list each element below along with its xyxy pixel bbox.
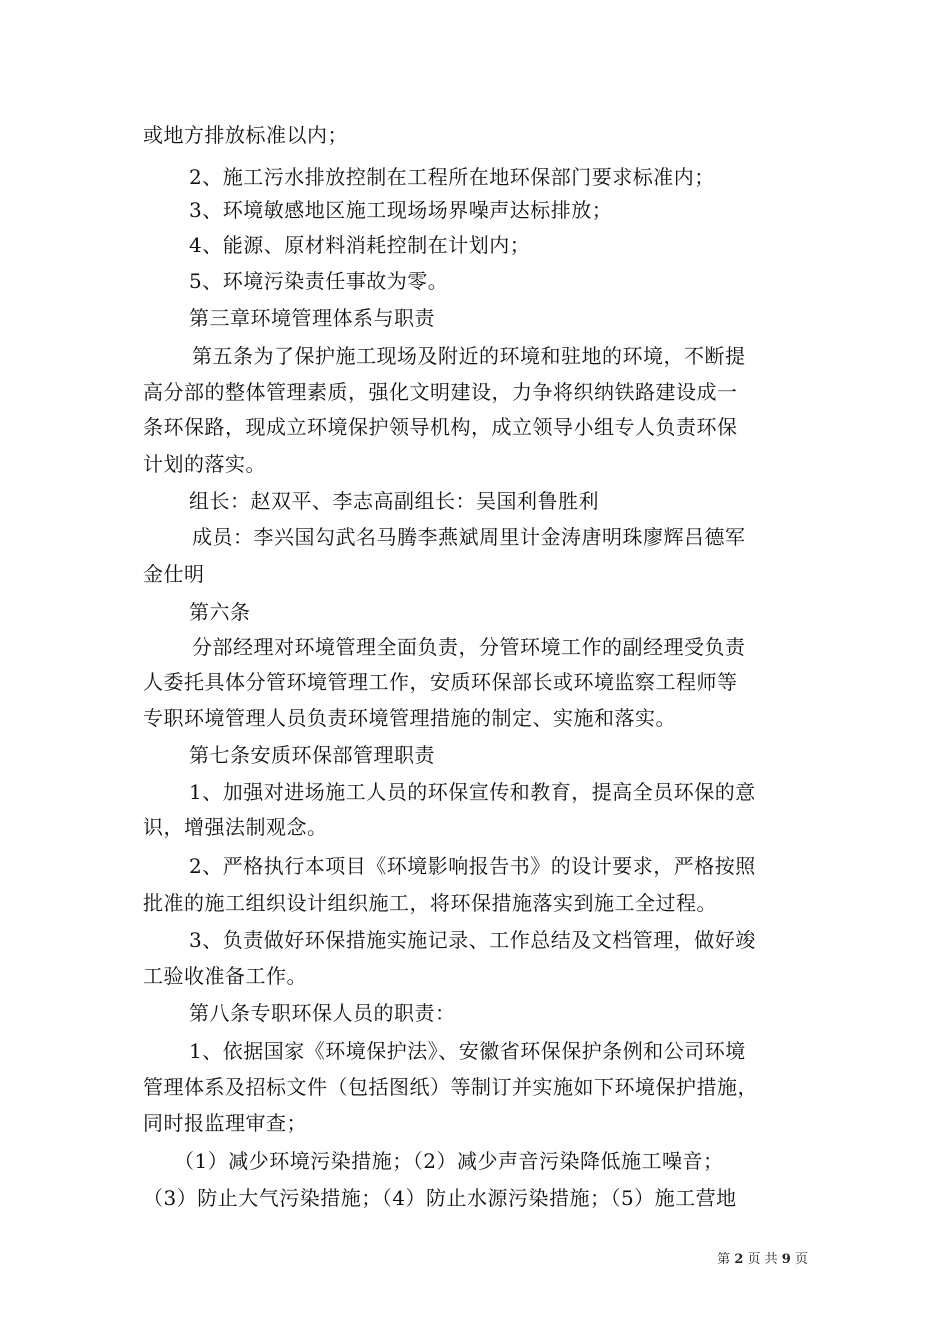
text-line: 高分部的整体管理素质，强化文明建设，力争将织纳铁路建设成一 [143, 380, 738, 404]
page-footer [0, 1251, 808, 1269]
text-line: 1、依据国家《环境保护法》、安徽省环保保护条例和公司环境 [189, 1039, 746, 1063]
article-heading: 第七条安质环保部管理职责 [189, 743, 435, 767]
chapter-heading: 第三章环境管理体系与职责 [189, 306, 435, 330]
text-line: 3、环境敏感地区施工现场场界噪声达标排放； [189, 198, 613, 222]
text-line: 金仕明 [143, 562, 205, 586]
text-line: 专职环境管理人员负责环境管理措施的制定、实施和落实。 [143, 706, 676, 730]
article-heading: 第六条 [189, 600, 251, 624]
text-line: 成员：李兴国勾武名马腾李燕斌周里计金涛唐明珠廖辉吕德军 [192, 525, 746, 549]
text-line: 或地方排放标准以内； [143, 123, 348, 147]
text-line: 分部经理对环境管理全面负责，分管环境工作的副经理受负责 [192, 635, 746, 659]
text-line: 识，增强法制观念。 [143, 815, 328, 839]
text-line: （1）减少环境污染措施；（2）减少声音污染降低施工噪音； [174, 1149, 724, 1173]
text-line: 计划的落实。 [143, 452, 266, 476]
text-line: 1、加强对进场施工人员的环保宣传和教育，提高全员环保的意 [189, 780, 756, 804]
text-line: 人委托具体分管环境管理工作，安质环保部长或环境监察工程师等 [143, 670, 738, 694]
text-line: 组长：赵双平、李志高副组长：吴国利鲁胜利 [189, 489, 599, 513]
footer-middle: 页 共 [747, 1252, 778, 1267]
current-page-number: 2 [734, 1252, 744, 1267]
text-line: 管理体系及招标文件（包括图纸）等制订并实施如下环境保护措施， [143, 1075, 758, 1099]
article-heading: 第八条专职环保人员的职责： [189, 1001, 456, 1025]
total-page-number: 9 [781, 1252, 791, 1267]
text-line: 第五条为了保护施工现场及附近的环境和驻地的环境，不断提 [192, 344, 746, 368]
text-line: 同时报监理审查； [143, 1111, 307, 1135]
text-line: 2、严格执行本项目《环境影响报告书》的设计要求，严格按照 [189, 854, 756, 878]
text-line: 工验收准备工作。 [143, 964, 307, 988]
footer-prefix: 第 [717, 1252, 731, 1267]
text-line: 4、能源、原材料消耗控制在计划内； [189, 233, 531, 257]
text-line: 5、环境污染责任事故为零。 [189, 269, 449, 293]
text-line: 批准的施工组织设计组织施工，将环保措施落实到施工全过程。 [143, 891, 717, 915]
text-line: （3）防止大气污染措施；（4）防止水源污染措施；（5）施工营地 [143, 1186, 737, 1210]
text-line: 2、施工污水排放控制在工程所在地环保部门要求标准内； [189, 165, 715, 189]
text-line: 3、负责做好环保措施实施记录、工作总结及文档管理，做好竣 [189, 928, 756, 952]
text-line: 条环保路，现成立环境保护领导机构，成立领导小组专人负责环保 [143, 415, 738, 439]
footer-suffix: 页 [794, 1252, 808, 1267]
